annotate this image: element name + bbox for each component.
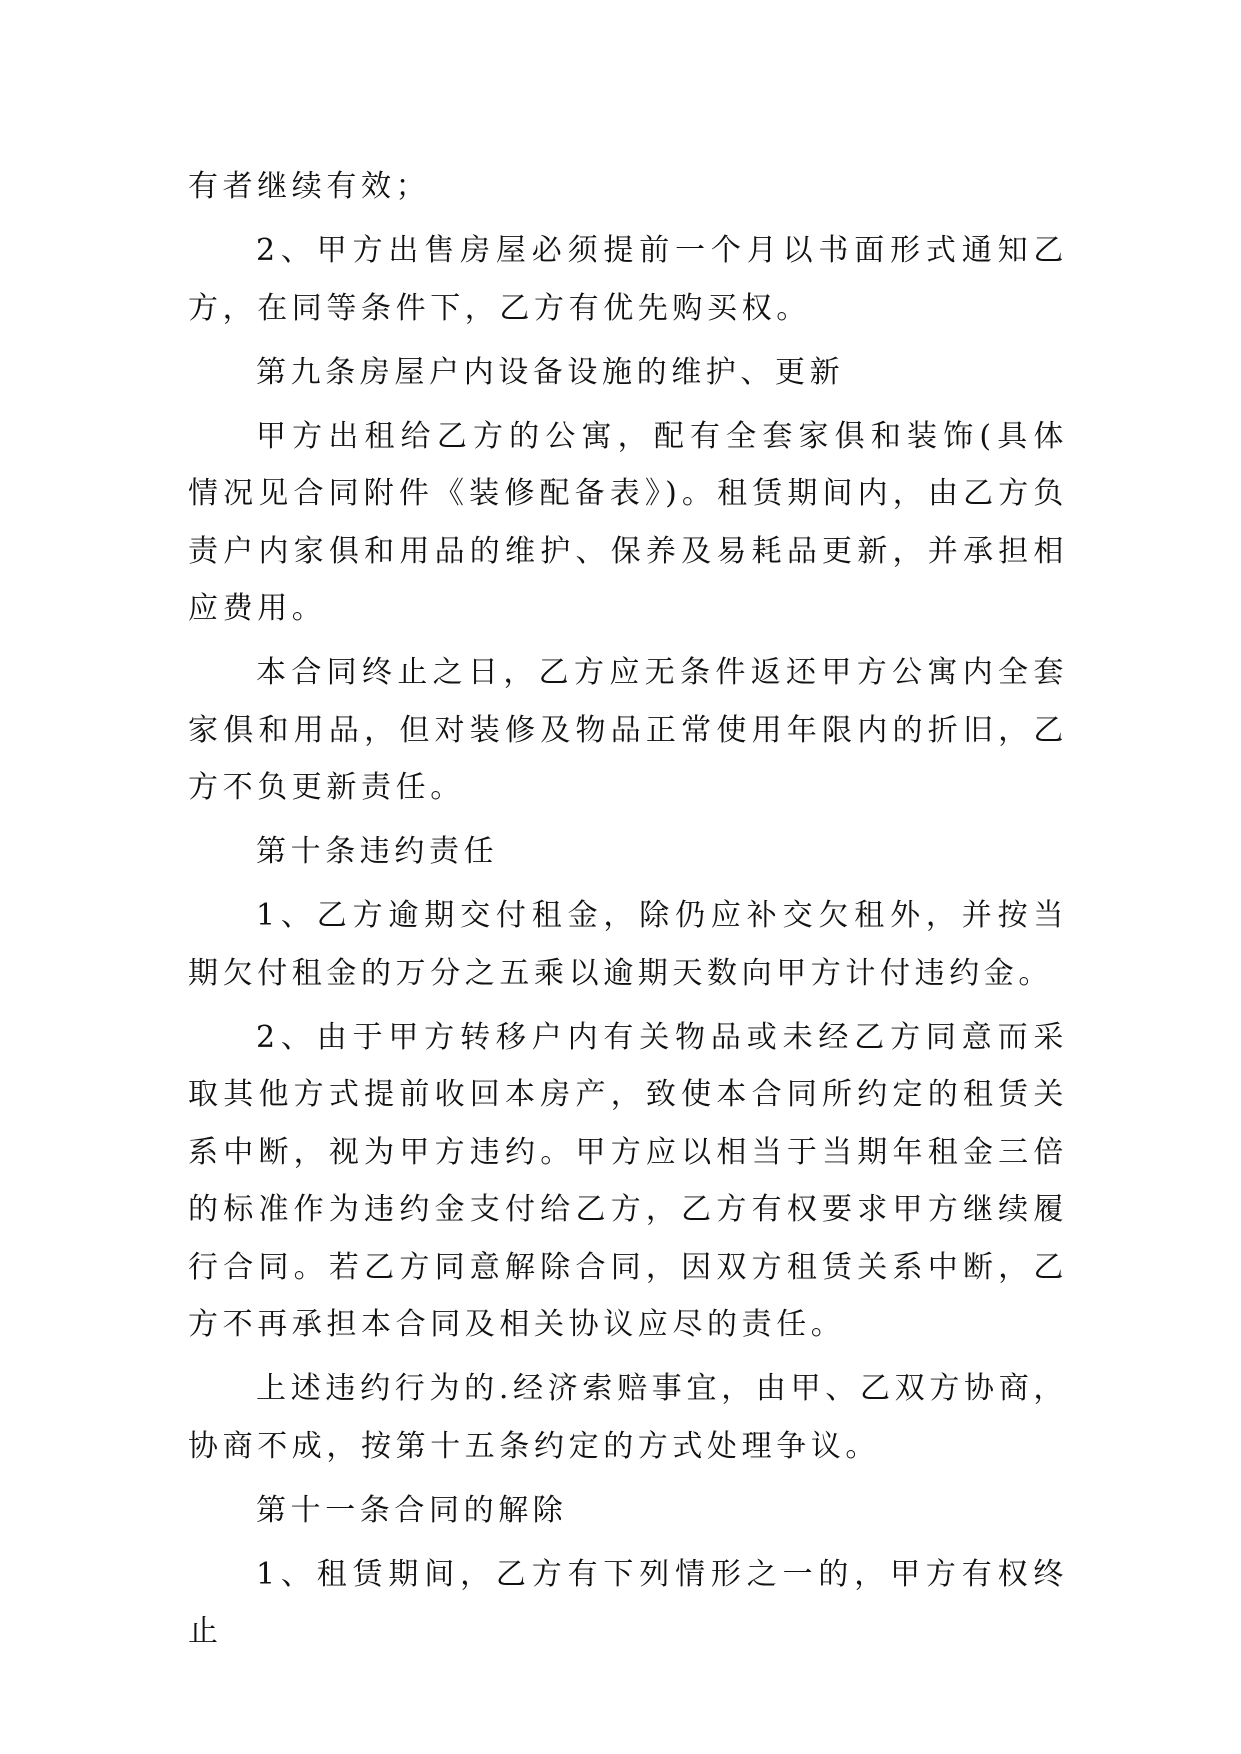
paragraph-dispute: 上述违约行为的.经济索赔事宜，由甲、乙双方协商，协商不成，按第十五条约定的方式处理争议。 (188, 1371, 1068, 1464)
article-9-heading: 第九条房屋户内设备设施的维护、更新 (256, 354, 845, 390)
paragraph-sale-notice: 2、甲方出售房屋必须提前一个月以书面形式通知乙方，在同等条件下，乙方有优先购买权。 (188, 233, 1068, 326)
paragraph-landlord-breach: 2、由于甲方转移户内有关物品或未经乙方同意而采取其他方式提前收回本房产，致使本合同所约定的租赁关系中断，视为甲方违约。甲方应以相当于当期年租金三倍的标准作为违约金支付给乙方，乙方有权要求甲方继续履行合同。若乙方同意解除合同，因双方租赁关系中断，乙方不再承担本合同及相关协议应尽的责任。 (188, 1019, 1068, 1342)
article-10-heading: 第十条违约责任 (256, 834, 499, 869)
paragraph-furnishing: 甲方出租给乙方的公寓，配有全套家俱和装饰(具体情况见合同附件《装修配备表》)。租赁期间内，由乙方负责户内家俱和用品的维护、保养及易耗品更新，并承担相应费用。 (188, 418, 1068, 626)
document-body (188, 158, 1068, 1667)
paragraph-late-rent: 1、乙方逾期交付租金，除仍应补交欠租外，并按当期欠付租金的万分之五乘以逾期天数向甲方计付违约金。 (188, 898, 1068, 991)
paragraph-termination: 1、租赁期间，乙方有下列情形之一的，甲方有权终止 (188, 1556, 1068, 1649)
article-11-heading: 第十一条合同的解除 (256, 1492, 568, 1528)
paragraph-continuation: 有者继续有效； (188, 169, 431, 204)
paragraph-return-furniture: 本合同终止之日，乙方应无条件返还甲方公寓内全套家俱和用品，但对装修及物品正常使用年限内的折旧，乙方不负更新责任。 (188, 655, 1068, 805)
